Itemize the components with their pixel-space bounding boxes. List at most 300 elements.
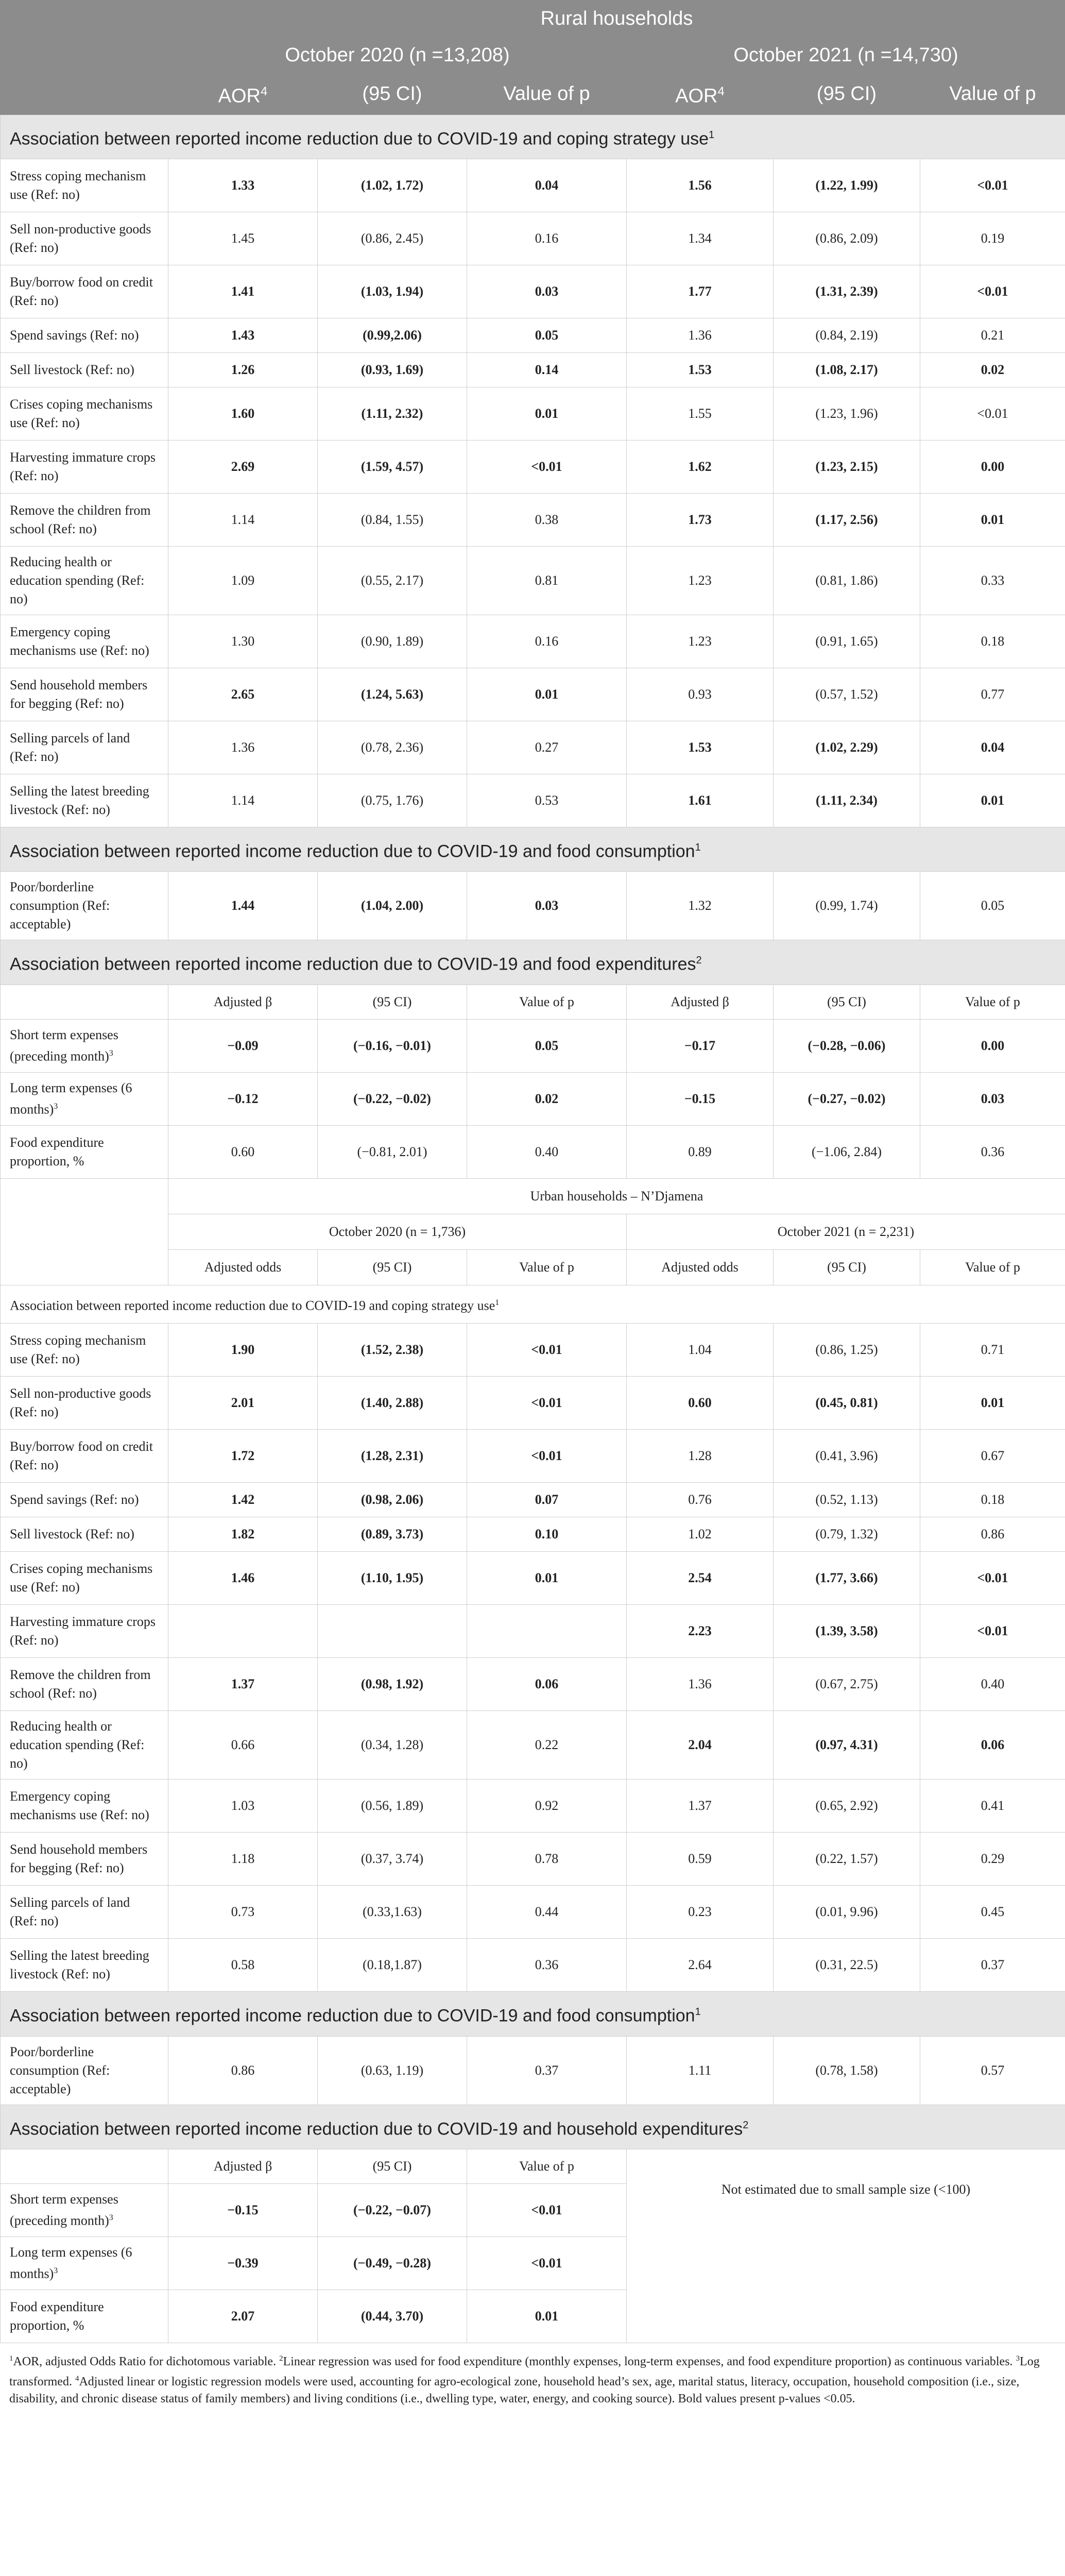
rural-column-header-row [1,74,1065,115]
urban-consumption-ci-b: (0.78, 1.58) [774,2036,920,2105]
rural-coping-p-a: <0.01 [467,440,627,493]
urban-coping-p-a: 0.92 [467,1780,627,1833]
urban-consumption-p-b: 0.57 [920,2036,1065,2105]
rural-consumption-value-b: 1.32 [627,872,774,940]
urban-coping-row-label [1,1711,168,1780]
table-row [1,1780,1065,1833]
rural-expenditure-value-a: 0.60 [168,1125,318,1178]
rural-coping-p-b: 0.19 [920,212,1065,265]
urban-coping-value-b: 0.60 [627,1377,774,1430]
rural-expenditure-value-b: −0.15 [627,1072,774,1125]
rural-coping-ci-b: (1.31, 2.39) [774,265,920,318]
rural-expenditure-section-title-sup: 2 [696,955,702,967]
rural-coping-p-b: <0.01 [920,159,1065,212]
rural-coping-ci-b: (1.08, 2.17) [774,352,920,387]
rural-coping-p-b: 0.02 [920,352,1065,387]
rural-coping-value-a: 1.43 [168,318,318,352]
rural-coping-row-label [1,387,168,440]
urban-coping-row-label [1,1658,168,1711]
rural-coping-ci-b: (1.11, 2.34) [774,774,920,827]
urban-expenditure-ci-a: (−0.22, −0.07) [318,2183,467,2236]
rural-coping-p-a: 0.81 [467,546,627,615]
row-label-text: Selling the latest breeding livestock (Ref: no) [10,1948,149,1982]
rural-coping-row-label [1,774,168,827]
rural-coping-p-b: <0.01 [920,387,1065,440]
row-label-text: Reducing health or education spending (Ref: no) [10,1719,145,1771]
urban-coping-value-b: 1.04 [627,1324,774,1377]
urban-coping-row-label [1,1605,168,1658]
table-row [1,2036,1065,2105]
row-label-sup: 3 [54,2266,58,2276]
rural-coping-row-label [1,546,168,615]
row-label-text: Food expenditure proportion, % [10,2299,104,2333]
row-label-text: Spend savings (Ref: no) [10,327,139,343]
urban-coping-ci-a: (0.56, 1.89) [318,1780,467,1833]
urban-coping-p-a: <0.01 [467,1430,627,1483]
urban-expenditure-row-label [1,2236,168,2290]
urban-coping-row-label [1,1886,168,1939]
rural-expenditure-subheader-row [1,985,1065,1019]
rural-coping-row-label [1,615,168,668]
rural-coping-ci-b: (1.23, 1.96) [774,387,920,440]
rural-coping-ci-a: (0.86, 2.45) [318,212,467,265]
urban-expenditure-row-label [1,2290,168,2343]
urban-col-odds-2021: Adjusted odds [627,1249,774,1285]
row-label-text: Spend savings (Ref: no) [10,1492,139,1507]
sub-col-p: Value of p [920,985,1065,1019]
urban-coping-row-label [1,1324,168,1377]
urban-coping-p-a: 0.44 [467,1886,627,1939]
urban-consumption-section-title-text: Association between reported income reduction due to COVID-19 and food consumption [10,2006,695,2026]
urban-coping-value-b: 2.54 [627,1552,774,1605]
rural-coping-section-title-sup: 1 [709,129,715,141]
urban-coping-row-label [1,1517,168,1552]
rural-expenditure-ci-b: (−0.27, −0.02) [774,1072,920,1125]
urban-consumption-row-label [1,2036,168,2105]
row-label-text: Stress coping mechanism use (Ref: no) [10,168,146,202]
urban-coping-value-b: 2.04 [627,1711,774,1780]
rural-coping-p-a: 0.01 [467,387,627,440]
col-ci-2021: (95 CI) [774,74,920,115]
urban-coping-ci-a: (1.52, 2.38) [318,1324,467,1377]
rural-coping-section-title [1,114,1065,159]
row-label-text: Crises coping mechanisms use (Ref: no) [10,1561,153,1595]
urban-coping-ci-b: (0.67, 2.75) [774,1658,920,1711]
urban-coping-value-b: 1.37 [627,1780,774,1833]
urban-coping-ci-a: (0.37, 3.74) [318,1833,467,1886]
urban-coping-value-b: 2.64 [627,1939,774,1992]
row-label-text: Crises coping mechanisms use (Ref: no) [10,396,153,430]
urban-expenditure-section-title-row [1,2105,1065,2149]
rural-coping-ci-a: (0.78, 2.36) [318,721,467,774]
rural-coping-value-b: 1.23 [627,546,774,615]
urban-coping-value-a: 1.46 [168,1552,318,1605]
row-label-text: Harvesting immature crops (Ref: no) [10,449,156,483]
rural-coping-ci-b: (0.81, 1.86) [774,546,920,615]
rural-coping-p-b: 0.00 [920,440,1065,493]
table-row [1,318,1065,352]
row-label-text: Stress coping mechanism use (Ref: no) [10,1333,146,1367]
urban-period-2021-heading: October 2021 (n = 2,231) [627,1214,1065,1249]
urban-coping-ci-b: (0.31, 22.5) [774,1939,920,1992]
rural-coping-ci-b: (1.02, 2.29) [774,721,920,774]
table-row [1,668,1065,721]
table-row [1,352,1065,387]
rural-expenditure-value-b: −0.17 [627,1019,774,1072]
urban-coping-p-a [467,1605,627,1658]
rural-consumption-p-b: 0.05 [920,872,1065,940]
urban-coping-value-b: 0.23 [627,1886,774,1939]
urban-coping-row-label [1,1483,168,1517]
urban-col-odds-2020: Adjusted odds [168,1249,318,1285]
rural-coping-p-b: 0.04 [920,721,1065,774]
rural-coping-value-a: 2.65 [168,668,318,721]
urban-coping-ci-b: (0.65, 2.92) [774,1780,920,1833]
rural-households-heading: Rural households [168,1,1065,37]
table-row [1,493,1065,546]
urban-coping-p-a: 0.07 [467,1483,627,1517]
rural-consumption-value-a: 1.44 [168,872,318,940]
rural-expenditure-ci-a: (−0.81, 2.01) [318,1125,467,1178]
table-row [1,1711,1065,1780]
row-label-text: Short term expenses (preceding month) [10,1027,118,1064]
urban-header-corner-blank [1,1178,168,1285]
row-label-text: Long term expenses (6 months) [10,1080,132,1117]
urban-consumption-section-title-sup: 1 [695,2006,701,2018]
table-row [1,1430,1065,1483]
rural-coping-value-b: 1.23 [627,615,774,668]
urban-coping-p-b: 0.71 [920,1324,1065,1377]
urban-coping-section-title-sup: 1 [495,1298,500,1307]
rural-expenditure-value-b: 0.89 [627,1125,774,1178]
rural-coping-value-b: 0.93 [627,668,774,721]
table-row [1,212,1065,265]
urban-coping-p-a: 0.22 [467,1711,627,1780]
col-aor-2020: AOR$^4$ [168,74,318,115]
table-row [1,872,1065,940]
rural-period-header-row [1,37,1065,74]
col-ci-2020: (95 CI) [318,74,467,115]
urban-coping-value-a: 0.73 [168,1886,318,1939]
rural-coping-value-b: 1.36 [627,318,774,352]
urban-expenditure-row-label [1,2183,168,2236]
urban-coping-value-b: 1.28 [627,1430,774,1483]
header-corner-blank [1,74,168,115]
urban-coping-value-a: 0.66 [168,1711,318,1780]
sub-col-adjusted-beta: Adjusted β [627,985,774,1019]
rural-coping-row-label [1,440,168,493]
row-label-text: Reducing health or education spending (Ref: no) [10,554,145,606]
rural-coping-value-b: 1.34 [627,212,774,265]
urban-coping-value-a: 0.58 [168,1939,318,1992]
urban-expenditure-p-a: 0.01 [467,2290,627,2343]
rural-coping-value-b: 1.61 [627,774,774,827]
rural-coping-row-label [1,212,168,265]
table-footnote: $^1$AOR, adjusted Odds Ratio for dichotomous variable. $^2$Linear regression was used for food expenditure (monthly expenses, long-term expenses, and food expenditure proportion) as continuous variables. $^3$Log transformed. $^4$Adjusted linear or logistic regression models were used, accounting for agro-ecological zone, household head’s sex, age, marital status, literacy, occupation, household composition (i.e., size, disability, and chronic disease status of family members) and living conditions (i.e., dwelling type, water, energy, and cooking source). Bold values present p-values <0.05. [9,2354,1040,2405]
urban-coping-value-a: 2.01 [168,1377,318,1430]
urban-coping-p-a: 0.01 [467,1552,627,1605]
urban-coping-value-a: 1.18 [168,1833,318,1886]
rural-coping-ci-a: (0.84, 1.55) [318,493,467,546]
row-label-text: Selling parcels of land (Ref: no) [10,730,130,764]
rural-coping-value-a: 1.41 [168,265,318,318]
rural-coping-ci-a: (1.24, 5.63) [318,668,467,721]
table-row [1,1833,1065,1886]
urban-coping-value-b: 1.02 [627,1517,774,1552]
rural-consumption-section-title-row [1,827,1065,871]
table-row [1,1377,1065,1430]
urban-coping-ci-b: (0.97, 4.31) [774,1711,920,1780]
rural-expenditure-row-label [1,1125,168,1178]
urban-coping-ci-a: (0.98, 2.06) [318,1483,467,1517]
urban-coping-ci-a: (1.40, 2.88) [318,1377,467,1430]
rural-coping-p-a: 0.16 [467,212,627,265]
period-october-2020-heading: October 2020 (n =13,208) [168,37,627,74]
rural-group-header-row [1,1,1065,37]
urban-coping-row-label [1,1430,168,1483]
sub-col-p: Value of p [467,2149,627,2183]
rural-coping-value-b: 1.73 [627,493,774,546]
urban-coping-row-label [1,1377,168,1430]
rural-consumption-p-a: 0.03 [467,872,627,940]
urban-coping-ci-b: (0.41, 3.96) [774,1430,920,1483]
rural-coping-value-a: 1.26 [168,352,318,387]
rural-coping-ci-b: (1.22, 1.99) [774,159,920,212]
table-row [1,721,1065,774]
urban-coping-value-b: 0.59 [627,1833,774,1886]
period-october-2021-heading: October 2021 (n =14,730) [627,37,1065,74]
table-row [1,159,1065,212]
rural-coping-ci-b: (0.86, 2.09) [774,212,920,265]
row-label-sup: 3 [109,1048,113,1058]
urban-coping-ci-a: (1.28, 2.31) [318,1430,467,1483]
row-label-text: Emergency coping mechanisms use (Ref: no) [10,1789,149,1823]
rural-expenditure-p-a: 0.40 [467,1125,627,1178]
urban-expenditure-p-a: <0.01 [467,2183,627,2236]
rural-coping-p-a: 0.27 [467,721,627,774]
rural-coping-row-label [1,265,168,318]
rural-expenditure-ci-a: (−0.16, −0.01) [318,1019,467,1072]
rural-coping-p-b: 0.21 [920,318,1065,352]
urban-expenditure-section-title-sup: 2 [743,2119,749,2131]
row-label-text: Sell livestock (Ref: no) [10,1527,134,1542]
table-row [1,265,1065,318]
urban-consumption-value-a: 0.86 [168,2036,318,2105]
urban-coping-ci-b: (0.52, 1.13) [774,1483,920,1517]
rural-coping-row-label [1,493,168,546]
sub-header-blank [1,2149,168,2183]
rural-coping-p-a: 0.53 [467,774,627,827]
urban-coping-value-b: 2.23 [627,1605,774,1658]
rural-coping-ci-a: (0.99,2.06) [318,318,467,352]
row-label-text: Sell livestock (Ref: no) [10,362,134,377]
urban-coping-p-b: 0.86 [920,1517,1065,1552]
header-corner-blank [1,37,168,74]
rural-coping-ci-a: (1.59, 4.57) [318,440,467,493]
sub-col-ci: (95 CI) [318,2149,467,2183]
sub-col-p: Value of p [467,985,627,1019]
urban-coping-ci-b: (0.86, 1.25) [774,1324,920,1377]
table-row [1,615,1065,668]
rural-coping-ci-a: (0.55, 2.17) [318,546,467,615]
rural-coping-p-b: 0.18 [920,615,1065,668]
urban-coping-p-a: 0.06 [467,1658,627,1711]
row-label-sup: 3 [54,1101,58,1111]
urban-coping-p-b: 0.41 [920,1780,1065,1833]
row-label-text: Remove the children from school (Ref: no) [10,1667,151,1701]
rural-expenditure-p-b: 0.03 [920,1072,1065,1125]
rural-consumption-ci-b: (0.99, 1.74) [774,872,920,940]
rural-coping-p-a: 0.14 [467,352,627,387]
urban-coping-ci-b: (1.77, 3.66) [774,1552,920,1605]
urban-expenditure-ci-a: (0.44, 3.70) [318,2290,467,2343]
table-row [1,1483,1065,1517]
row-label-text: Short term expenses (preceding month) [10,2192,118,2228]
rural-expenditure-p-a: 0.05 [467,1019,627,1072]
urban-coping-p-b: 0.18 [920,1483,1065,1517]
rural-expenditure-ci-b: (−0.28, −0.06) [774,1019,920,1072]
row-label-text: Send household members for begging (Ref: no) [10,1842,148,1876]
rural-coping-value-b: 1.62 [627,440,774,493]
rural-expenditure-value-a: −0.12 [168,1072,318,1125]
urban-expenditure-value-a: −0.15 [168,2183,318,2236]
urban-coping-p-b: 0.67 [920,1430,1065,1483]
rural-expenditure-ci-a: (−0.22, −0.02) [318,1072,467,1125]
row-label-text: Harvesting immature crops (Ref: no) [10,1614,156,1648]
table-row [1,1324,1065,1377]
urban-period-2020-heading: October 2020 (n = 1,736) [168,1214,627,1249]
rural-expenditure-ci-b: (−1.06, 2.84) [774,1125,920,1178]
rural-coping-p-a: 0.05 [467,318,627,352]
row-label-text: Long term expenses (6 months) [10,2245,132,2281]
urban-coping-value-b: 1.36 [627,1658,774,1711]
rural-expenditure-p-b: 0.36 [920,1125,1065,1178]
table-row [1,440,1065,493]
row-label-text: Sell non-productive goods (Ref: no) [10,221,151,255]
table-row [1,546,1065,615]
row-label-text: Emergency coping mechanisms use (Ref: no) [10,624,149,658]
rural-coping-row-label [1,159,168,212]
urban-coping-section-title-row [1,1285,1065,1324]
table-row [1,1658,1065,1711]
rural-coping-ci-a: (0.93, 1.69) [318,352,467,387]
urban-expenditure-subheader-row [1,2149,1065,2183]
urban-coping-ci-a: (0.18,1.87) [318,1939,467,1992]
rural-expenditure-p-a: 0.02 [467,1072,627,1125]
rural-coping-ci-a: (0.90, 1.89) [318,615,467,668]
rural-coping-value-a: 2.69 [168,440,318,493]
rural-coping-ci-a: (1.11, 2.32) [318,387,467,440]
table-row [1,1605,1065,1658]
row-label-text: Poor/borderline consumption (Ref: acceptable) [10,879,110,932]
row-label-text: Food expenditure proportion, % [10,1134,104,1168]
header-corner-blank [1,1,168,37]
urban-coping-p-b: 0.06 [920,1711,1065,1780]
urban-coping-p-b: <0.01 [920,1605,1065,1658]
urban-coping-ci-b: (0.01, 9.96) [774,1886,920,1939]
rural-coping-value-a: 1.33 [168,159,318,212]
urban-expenditure-value-a: −0.39 [168,2236,318,2290]
urban-coping-p-b: 0.45 [920,1886,1065,1939]
urban-coping-value-a: 1.82 [168,1517,318,1552]
urban-households-heading: Urban households – N’Djamena [168,1178,1065,1214]
urban-coping-value-b: 0.76 [627,1483,774,1517]
urban-coping-p-b: 0.01 [920,1377,1065,1430]
urban-coping-ci-a [318,1605,467,1658]
rural-expenditure-section-title-text: Association between reported income reduction due to COVID-19 and food expenditures [10,954,696,974]
urban-coping-p-a: 0.10 [467,1517,627,1552]
rural-expenditure-section-title-row [1,940,1065,985]
urban-expenditure-section-title [1,2105,1065,2149]
urban-coping-ci-b: (0.22, 1.57) [774,1833,920,1886]
rural-coping-p-a: 0.16 [467,615,627,668]
rural-coping-ci-a: (1.03, 1.94) [318,265,467,318]
rural-coping-value-b: 1.56 [627,159,774,212]
urban-consumption-section-title [1,1992,1065,2036]
urban-coping-p-a: 0.78 [467,1833,627,1886]
rural-coping-value-b: 1.53 [627,352,774,387]
table-row [1,1886,1065,1939]
sub-col-adjusted-beta: Adjusted β [168,985,318,1019]
table-row [1,387,1065,440]
urban-expenditure-ci-a: (−0.49, −0.28) [318,2236,467,2290]
rural-consumption-section-title-sup: 1 [695,841,701,853]
urban-coping-value-a: 1.03 [168,1780,318,1833]
rural-coping-ci-b: (0.91, 1.65) [774,615,920,668]
urban-coping-ci-a: (0.89, 3.73) [318,1517,467,1552]
col-p-2021: Value of p [920,74,1065,115]
urban-coping-p-a: <0.01 [467,1377,627,1430]
table-row [1,1552,1065,1605]
table-row [1,1125,1065,1178]
urban-expenditure-value-a: 2.07 [168,2290,318,2343]
urban-coping-row-label [1,1833,168,1886]
urban-coping-row-label [1,1552,168,1605]
urban-coping-ci-a: (0.33,1.63) [318,1886,467,1939]
row-label-text: Send household members for begging (Ref: no) [10,677,148,711]
urban-coping-p-b: 0.40 [920,1658,1065,1711]
rural-coping-value-a: 1.14 [168,493,318,546]
rural-expenditure-section-title [1,940,1065,985]
rural-coping-p-a: 0.01 [467,668,627,721]
table-row [1,1939,1065,1992]
rural-coping-ci-a: (1.02, 1.72) [318,159,467,212]
urban-coping-value-a [168,1605,318,1658]
table-row [1,1019,1065,1072]
sub-col-adjusted-beta: Adjusted β [168,2149,318,2183]
row-label-text: Sell non-productive goods (Ref: no) [10,1386,151,1420]
row-label-text: Poor/borderline consumption (Ref: acceptable) [10,2044,110,2096]
rural-coping-section-title-text: Association between reported income reduction due to COVID-19 and coping strategy use [10,128,709,148]
urban-coping-p-b: 0.29 [920,1833,1065,1886]
urban-coping-p-a: 0.36 [467,1939,627,1992]
urban-coping-section-title-text: Association between reported income reduction due to COVID-19 and coping strategy use [10,1298,495,1313]
sub-header-blank [1,985,168,1019]
urban-coping-value-a: 1.37 [168,1658,318,1711]
rural-coping-p-b: 0.33 [920,546,1065,615]
rural-expenditure-row-label [1,1019,168,1072]
urban-consumption-value-b: 1.11 [627,2036,774,2105]
urban-coping-ci-b: (1.39, 3.58) [774,1605,920,1658]
rural-coping-value-a: 1.30 [168,615,318,668]
urban-consumption-p-a: 0.37 [467,2036,627,2105]
urban-consumption-section-title-row [1,1992,1065,2036]
rural-coping-value-a: 1.45 [168,212,318,265]
rural-coping-p-b: <0.01 [920,265,1065,318]
rural-coping-ci-b: (1.23, 2.15) [774,440,920,493]
rural-consumption-ci-a: (1.04, 2.00) [318,872,467,940]
rural-coping-value-a: 1.14 [168,774,318,827]
